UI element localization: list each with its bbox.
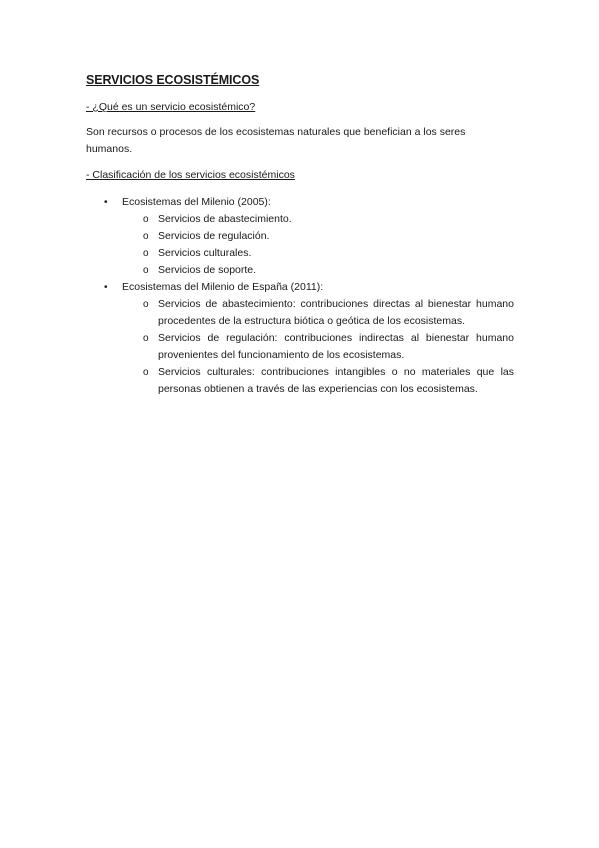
sub-bullet-icon: o: [143, 214, 149, 225]
document-page: [86, 72, 514, 398]
service-item: [122, 262, 514, 279]
classification-item-milenio-2005: [86, 194, 514, 279]
service-text: Servicios de abastecimiento: contribuciones directas al bienestar humano procedentes de la estructura biótica o geótica de los ecosistemas.: [158, 298, 514, 327]
service-item: [122, 211, 514, 228]
service-item: [122, 330, 514, 364]
classification-heading: - Clasificación de los servicios ecosistémicos: [86, 169, 295, 181]
service-text: Servicios de soporte.: [158, 264, 257, 276]
definition-paragraph: Son recursos o procesos de los ecosistemas naturales que benefician a los seres humanos.: [86, 126, 466, 155]
service-item: [122, 296, 514, 330]
classification-list: [86, 194, 514, 398]
service-list: [122, 211, 514, 279]
sub-bullet-icon: o: [143, 299, 149, 310]
service-item: [122, 364, 514, 398]
service-text: Servicios de regulación.: [158, 230, 270, 242]
document-title: SERVICIOS ECOSISTÉMICOS: [86, 73, 260, 87]
sub-bullet-icon: o: [143, 333, 149, 344]
sub-bullet-icon: o: [143, 231, 149, 242]
classification-label: Ecosistemas del Milenio (2005):: [122, 196, 271, 208]
service-text: Servicios de abastecimiento.: [158, 213, 292, 225]
service-text: Servicios de regulación: contribuciones indirectas al bienestar humano provenientes del funcionamiento de los ecosistemas.: [158, 332, 514, 361]
service-item: [122, 228, 514, 245]
classification-item-milenio-espana-2011: [86, 279, 514, 398]
bullet-icon: •: [104, 282, 108, 293]
service-item: [122, 245, 514, 262]
service-text: Servicios culturales.: [158, 247, 252, 259]
sub-bullet-icon: o: [143, 265, 149, 276]
service-text: Servicios culturales: contribuciones intangibles o no materiales que las personas obtienen a través de las experiencias con los ecosistemas.: [158, 366, 514, 395]
sub-bullet-icon: o: [143, 367, 149, 378]
bullet-icon: •: [104, 197, 108, 208]
question-heading: - ¿Qué es un servicio ecosistémico?: [86, 101, 256, 113]
service-list: [122, 296, 514, 398]
sub-bullet-icon: o: [143, 248, 149, 259]
classification-label: Ecosistemas del Milenio de España (2011):: [122, 281, 324, 293]
